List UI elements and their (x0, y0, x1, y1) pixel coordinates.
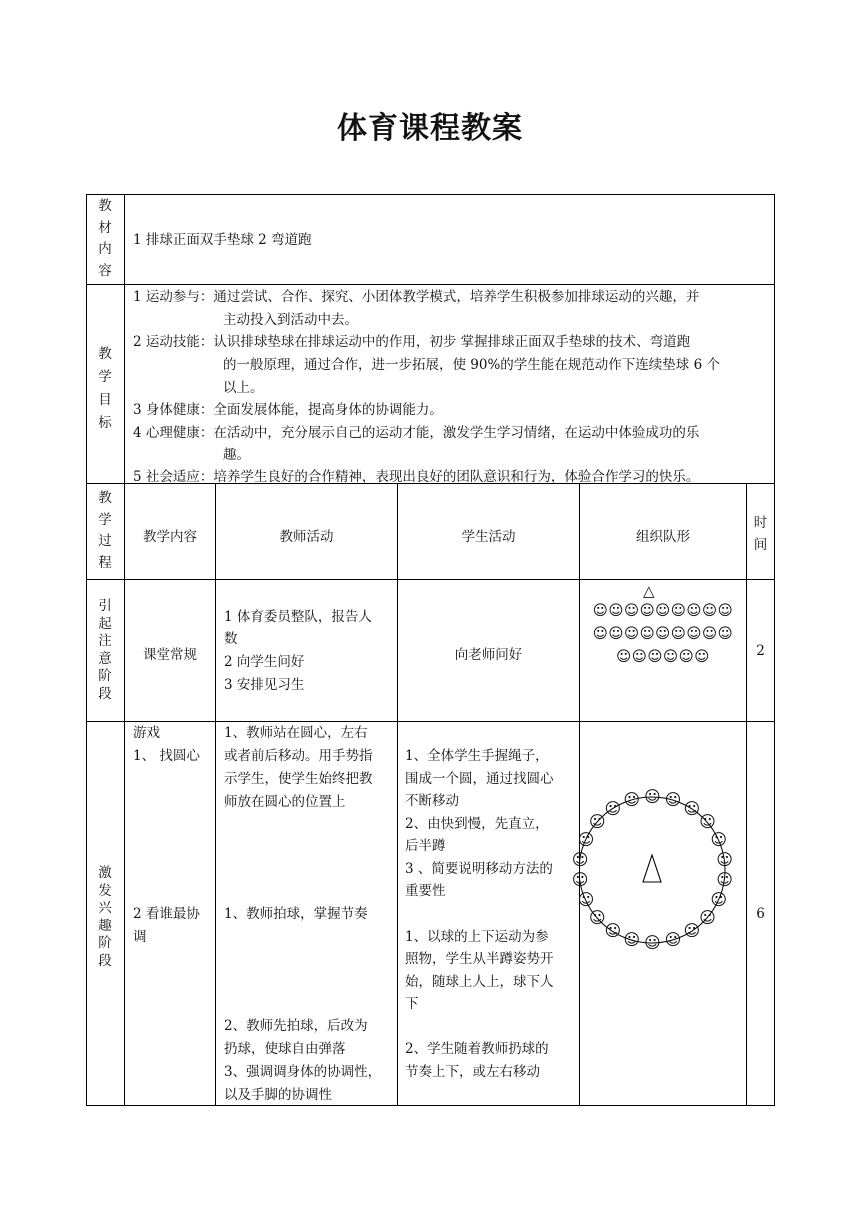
stage1-student: 向老师问好 (454, 647, 523, 663)
stage1-label: 引 起 注 意 阶 段 (98, 598, 112, 702)
student-face-icon: ☺ (710, 829, 728, 849)
student-face-icon: ☺ (699, 907, 716, 927)
student-face-icon: ☺ (664, 789, 682, 809)
header-time: 时 间 (753, 515, 768, 553)
student-face-icon: ☺ (644, 933, 661, 952)
student-face-icon: ☺ (577, 890, 595, 910)
material-content: 1 排球正面双手垫球 2 弯道跑 (133, 232, 312, 248)
student-face-icon: ☺ (644, 787, 661, 806)
student-face-icon: ☺ (716, 849, 733, 869)
student-face-icon: ☺ (588, 812, 606, 832)
student-face-icon: ☺ (571, 849, 589, 869)
stage2-formation (571, 780, 747, 960)
student-face-icon: ☺ (699, 812, 716, 832)
student-face-icon: ☺ (664, 930, 682, 950)
student-face-icon: ☺ (577, 829, 595, 849)
stage1-content: 课堂常规 (143, 647, 197, 663)
stage2-label: 激 发 兴 趣 阶 段 (98, 865, 112, 969)
student-face-icon: ☺ (710, 890, 728, 910)
student-row-icon: ☺☺☺☺☺☺☺☺☺ (592, 626, 734, 642)
stage2-time: 6 (756, 906, 765, 922)
student-row-icon: ☺☺☺☺☺☺☺☺☺ (592, 603, 734, 619)
student-face-icon: ☺ (623, 930, 641, 950)
header-teacher: 教师活动 (279, 529, 334, 545)
stage1-time: 2 (756, 643, 765, 659)
goals-label: 教 学 目 标 (98, 346, 112, 431)
header-student: 学生活动 (461, 529, 516, 545)
student-face-icon: ☺ (571, 870, 589, 890)
student-face-icon: ☺ (604, 921, 622, 941)
material-label: 教 材 内 容 (98, 198, 112, 279)
student-face-icon: ☺ (623, 789, 641, 809)
teacher-triangle-icon: △ (643, 582, 655, 600)
header-formation: 组织队形 (636, 529, 690, 545)
student-face-icon: ☺ (716, 870, 733, 890)
student-face-icon: ☺ (588, 907, 606, 927)
student-face-icon: ☺ (683, 921, 701, 941)
header-content: 教学内容 (143, 529, 197, 545)
teacher-triangle-icon (641, 853, 663, 885)
student-row-icon: ☺☺☺☺☺☺ (616, 649, 710, 665)
student-face-icon: ☺ (683, 798, 701, 818)
student-face-icon: ☺ (604, 798, 622, 818)
cell-goals-content (124, 284, 775, 484)
process-label: 教 学 过 程 (98, 490, 112, 571)
page-title: 体育课程教案 (337, 111, 523, 146)
